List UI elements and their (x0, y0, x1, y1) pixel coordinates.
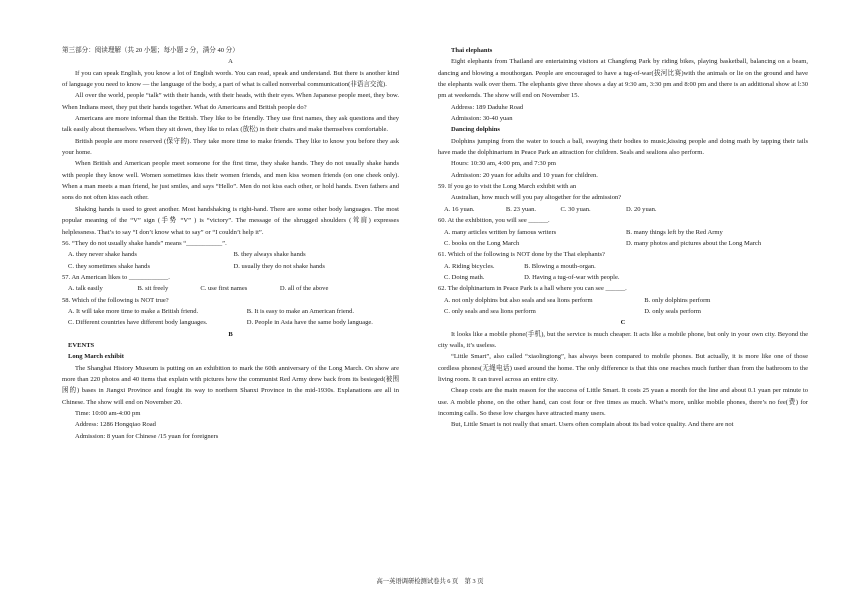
page-footer: 高一英语调研检测试卷共 6 页 第 3 页 (376, 578, 484, 585)
question-61-options (438, 261, 808, 284)
option-c: C. only seals and sea lions perform (444, 307, 536, 315)
question-59-continued: Australian, how much will you pay altogether for the admission? (451, 194, 622, 202)
option-d: D. only seals perform (644, 307, 701, 315)
passage-a-paragraph: Shaking hands is used to greet another. Most handshaking is right-hand. There are some other body languages. The most popular meaning of the “V” sign (手势 “V” ) is “victory”. The message of the shrugged shoulders (耸肩) expresses helplessness. That’s to say “I don’t know what to say” or “I couldn’t help it”. (62, 205, 399, 236)
option-a: A. not only dolphins but also seals and sea lions perform (444, 296, 593, 304)
option-d: D. 20 yuan. (625, 205, 657, 213)
long-march-address: Address: 1286 Hongqiao Road (75, 421, 156, 429)
passage-c-paragraph: But, Little Smart is not really that smart. Users often complain about its bad voice quality. And there are not (451, 421, 734, 429)
option-a: A. Riding bicycles. (444, 262, 495, 270)
left-column (62, 45, 399, 442)
option-b: B. only dolphins perform (644, 296, 711, 304)
option-b: B. 23 yuan. (505, 205, 537, 213)
long-march-title: Long March exhibit (68, 353, 124, 361)
option-c: C. Doing math. (444, 273, 485, 281)
question-61: 61. Which of the following is NOT done by the Thai elephants? (438, 251, 605, 259)
question-59: 59. If you go to visit the Long March exhibit with an (438, 183, 577, 191)
question-57-options (62, 283, 399, 294)
dancing-dolphins-admission: Admission: 20 yuan for adults and 10 yuan for children. (451, 171, 598, 179)
long-march-body: The Shanghai History Museum is putting on an exhibition to mark the 60th anniversary of the Long March. On show are more than 220 photos and 40 items that explain with pictures how the communist Red Army drew back from its besieged(被围困的) bases in Jiangxi Province and fought its way to northern Shanxi Province in the mid-1930s. Explanations are all in Chinese. The show will end on November 20. (62, 364, 399, 406)
passage-c-paragraph: Cheap costs are the main reason for the success of Little Smart. It costs 25 yuan a month for the line and about 0.1 yuan per minute to use. A mobile phone, on the other hand, can cost four or five times as much. What’s more, unlike mobile phones, there’s no fee(费) for incoming calls. So these low charges have attracted many users. (438, 387, 808, 417)
option-b: B. Blowing a mouth-organ. (524, 262, 596, 270)
dancing-dolphins-hours: Hours: 10:30 am, 4:00 pm, and 7:30 pm (451, 160, 556, 168)
section-a-label: A (228, 58, 233, 66)
thai-elephants-body: Eight elephants from Thailand are entertaining visitors at Changfeng Park by riding bikes, playing basketball, balancing on a beam, dancing and blowing a mouthorgan. People are encouraged to have a tug-of-war(拔河比赛)with the animals or lie on the ground and have the elephants walk over them. The elephants give three shows a day at 9:30 am, 3:30 pm and 8:00 pm and there is an additional show at l:30 pm at weekends. The show will end on November 15. (438, 58, 808, 100)
option-c: C. use first names (200, 285, 248, 293)
option-d: D. usually they do not shake hands (233, 262, 325, 270)
question-60-options (438, 227, 808, 250)
option-a: A. 16 yuan. (444, 205, 475, 213)
part-heading: 第三部分：阅读理解（共 20 小题；每小题 2 分，满分 40 分） (62, 47, 239, 54)
option-a: A. talk easily (68, 285, 103, 293)
passage-c-paragraph: “Little Smart”, also called “xiaolingtong”, has always been compared to mobile phones. But actually, it is more like one of those cordless phones(无绳电话) used around the home. The only difference is that this one reaches much further than from the bathroom to the living room. It can travel across an entire city. (438, 353, 808, 383)
option-c: C. they sometimes shake hands (68, 262, 151, 270)
option-a: A. many articles written by famous writers (444, 228, 557, 236)
option-c: C. Different countries have different body languages. (68, 319, 208, 327)
passage-c-paragraph: It looks like a mobile phone(手机), but the service is much cheaper. It acts like a mobile phone, but only in your own city. Beyond the city walls, it’s useless. (438, 330, 808, 349)
option-a: A. It will take more time to make a British friend. (68, 307, 199, 315)
question-56-options (62, 249, 399, 272)
thai-elephants-address: Address: 189 Daduhe Road (451, 103, 524, 111)
option-c: C. 30 yuan. (560, 205, 591, 213)
question-58: 58. Which of the following is NOT true? (62, 296, 169, 304)
option-d: D. many photos and pictures about the Long March (626, 239, 762, 247)
long-march-time: Time: 10:00 am-4:00 pm (75, 410, 141, 417)
option-b: B. they always shake hands (233, 251, 306, 259)
thai-elephants-title: Thai elephants (451, 47, 493, 54)
option-d: D. Having a tug-of-war with people. (524, 273, 620, 281)
long-march-admission: Admission: 8 yuan for Chinese /15 yuan for foreigners (75, 432, 219, 440)
question-57: 57. An American likes to ____________. (62, 273, 170, 281)
passage-a-paragraph: Americans are more informal than the British. They like to be friendly. They use first names, they ask questions and they talk easily about themselves. When they sit down, they like to relax (放松) in their chairs and make themselves comfortable. (62, 115, 399, 134)
option-d: D. all of the above (279, 285, 329, 293)
dancing-dolphins-title: Dancing dolphins (451, 126, 500, 134)
question-59-options (438, 204, 808, 215)
option-b: B. many things left by the Red Army (626, 228, 723, 236)
section-b-label: B (228, 330, 233, 338)
option-d: D. People in Asia have the same body language. (246, 319, 373, 327)
passage-a-paragraph: When British and American people meet someone for the first time, they shake hands. They do not usually shake hands with people they know well. Women sometimes kiss their women friends, and men kiss women friends (on one cheek only). When a man meets a man friend, he just smiles, and says “Hello”. Men do not kiss each other, or hold hands. Even fathers and sons do not often kiss each other. (62, 160, 399, 202)
question-56: 56. “They do not usually shake hands” means “___________”. (62, 239, 227, 247)
passage-a-paragraph: British people are more reserved (保守的). They take more time to make friends. They like to know you before they ask your home. (62, 137, 399, 157)
question-62: 62. The dolphinarium in Peace Park is a hall where you can see ______. (438, 285, 627, 293)
section-c-label: C (620, 319, 626, 327)
events-heading: EVENTS (68, 341, 95, 349)
question-62-options (438, 295, 808, 318)
option-b: B. It is easy to make an American friend. (246, 307, 354, 315)
thai-elephants-admission: Admission: 30-40 yuan (451, 115, 513, 123)
option-b: B. sit freely (137, 285, 169, 293)
dancing-dolphins-body: Dolphins jumping from the water to touch a ball, swaying their bodies to music,kissing people and doing math by tapping their tails have made the dolphinarium in Peace Park an attraction for children. Seals and sealions also perform. (438, 137, 808, 157)
passage-a-paragraph: All over the world, people “talk” with their hands, with their heads, with their eyes. When Japanese people meet, they bow. When Indians meet, they put their hands together. What do Americans and British people do? (62, 92, 399, 111)
right-column (438, 45, 808, 431)
question-58-options (62, 306, 399, 329)
option-c: C. books on the Long March (444, 239, 520, 247)
option-a: A. they never shake hands (68, 251, 137, 259)
passage-a-paragraph: If you can speak English, you know a lot of English words. You can read, speak and understand. But there is another kind of language you need to know — the language of the body, a part of what is called nonverbal communication(非语言交流). (62, 69, 399, 89)
question-60: 60. At the exhibition, you will see ______. (438, 217, 550, 225)
